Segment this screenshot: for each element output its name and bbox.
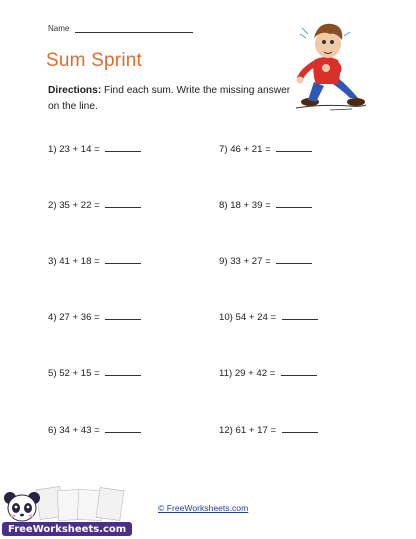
problem-item: [48, 255, 141, 267]
problem-item: [219, 255, 312, 267]
answer-line[interactable]: [105, 311, 141, 320]
page-title: Sum Sprint: [46, 50, 142, 71]
answer-line[interactable]: [276, 255, 312, 264]
problem-item: [219, 143, 312, 155]
answer-line[interactable]: [282, 311, 318, 320]
directions-text: Find each sum. Write the missing answer on the line.: [48, 85, 291, 112]
problem-text: 4) 27 + 36 =: [48, 312, 103, 323]
name-label: Name: [48, 24, 70, 33]
problem-text: 1) 23 + 14 =: [48, 144, 103, 155]
running-boy-illustration: [290, 10, 370, 120]
problem-text: 7) 46 + 21 =: [219, 144, 274, 155]
answer-line[interactable]: [105, 424, 141, 433]
problem-text: 10) 54 + 24 =: [219, 312, 279, 323]
problem-item: [219, 367, 317, 379]
answer-line[interactable]: [105, 367, 141, 376]
problem-item: [48, 199, 141, 211]
problem-text: 12) 61 + 17 =: [219, 425, 279, 436]
name-line[interactable]: [75, 24, 193, 33]
answer-line[interactable]: [281, 367, 317, 376]
answer-line[interactable]: [105, 255, 141, 264]
problem-item: [48, 143, 141, 155]
freeworksheets-logo: [0, 486, 140, 539]
answer-line[interactable]: [105, 143, 141, 152]
problem-text: 5) 52 + 15 =: [48, 368, 103, 379]
answer-line[interactable]: [276, 143, 312, 152]
problem-item: [219, 199, 312, 211]
problem-item: [48, 311, 141, 323]
problem-text: 9) 33 + 27 =: [219, 256, 274, 267]
name-field: [48, 24, 193, 33]
answer-line[interactable]: [276, 199, 312, 208]
footer-link[interactable]: © FreeWorksheets.com: [158, 503, 249, 513]
directions: [48, 83, 294, 115]
problem-text: 3) 41 + 18 =: [48, 256, 103, 267]
problem-item: [219, 424, 318, 436]
answer-line[interactable]: [105, 199, 141, 208]
problem-text: 11) 29 + 42 =: [219, 368, 279, 379]
answer-line[interactable]: [282, 424, 318, 433]
problem-item: [48, 424, 141, 436]
problem-text: 6) 34 + 43 =: [48, 425, 103, 436]
problem-text: 8) 18 + 39 =: [219, 200, 274, 211]
directions-label: Directions:: [48, 85, 102, 96]
problem-text: 2) 35 + 22 =: [48, 200, 103, 211]
problem-item: [219, 311, 318, 323]
logo-text: FreeWorksheets.com: [8, 524, 127, 535]
problem-item: [48, 367, 141, 379]
